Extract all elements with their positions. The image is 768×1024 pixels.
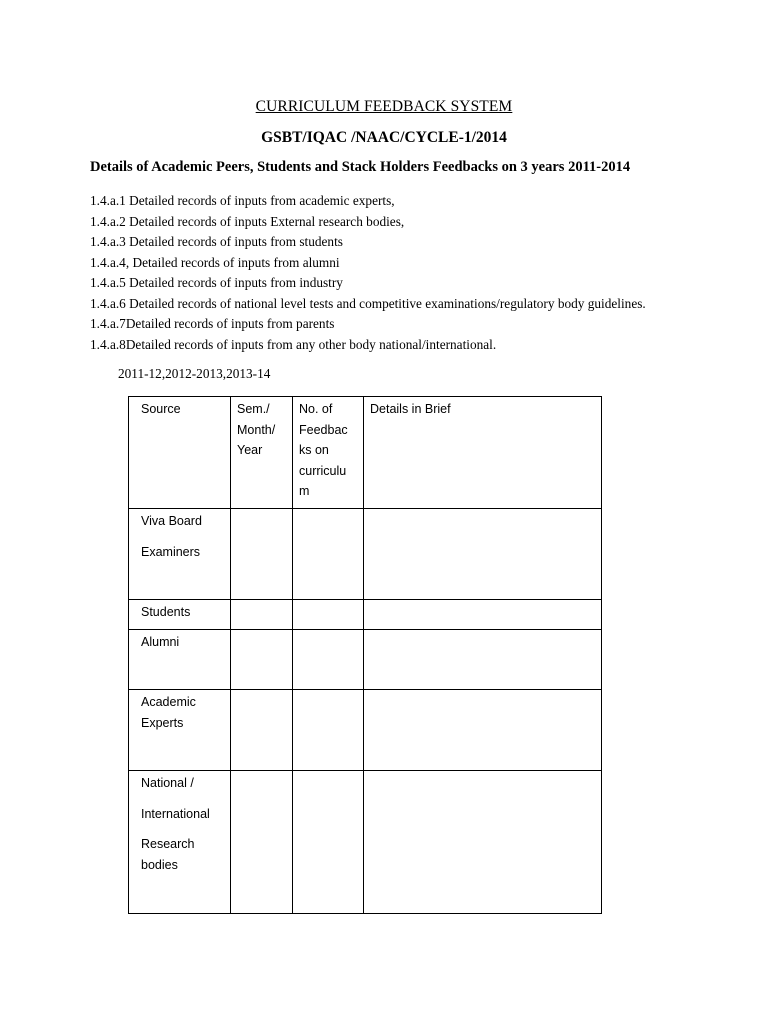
cell-details — [364, 600, 602, 630]
section-heading: Details of Academic Peers, Students and Stack Holders Feedbacks on 3 years 2011-2014 — [90, 159, 631, 175]
list-item: 1.4.a.5 Detailed records of inputs from industry — [90, 275, 343, 290]
cell-sem — [231, 600, 293, 630]
table-row — [129, 509, 602, 600]
cell-count — [293, 630, 364, 690]
cell-count — [293, 600, 364, 630]
list-item: 1.4.a.1 Detailed records of inputs from academic experts, — [90, 193, 395, 208]
document-title: CURRICULUM FEEDBACK SYSTEM — [255, 98, 513, 115]
header-feedback-count: No. of Feedbac ks on curriculu m — [293, 397, 364, 509]
cell-sem — [231, 509, 293, 600]
list-item: 1.4.a.2 Detailed records of inputs External research bodies, — [90, 213, 405, 229]
header-details: Details in Brief — [364, 397, 602, 509]
table-row — [129, 771, 602, 914]
header-sem-month-year: Sem./ Month/ Year — [231, 397, 293, 509]
cell-details — [364, 630, 602, 690]
table-header-row — [129, 397, 602, 509]
cell-sem — [231, 690, 293, 771]
table-row — [129, 690, 602, 771]
list-item: 1.4.a.7Detailed records of inputs from parents — [90, 316, 335, 331]
cell-count — [293, 509, 364, 600]
cell-details — [364, 509, 602, 600]
document-subtitle: GSBT/IQAC /NAAC/CYCLE-1/2014 — [261, 129, 507, 146]
row-source-students: Students — [129, 600, 231, 630]
header-source: Source — [129, 397, 231, 509]
criteria-list — [90, 191, 646, 355]
row-source-viva-board: Viva Board Examiners — [129, 509, 231, 600]
cell-details — [364, 771, 602, 914]
row-source-academic-experts: Academic Experts — [129, 690, 231, 771]
cell-sem — [231, 630, 293, 690]
table-row — [129, 600, 602, 630]
row-source-research-bodies: National / International Research bodies — [129, 771, 231, 914]
list-item: 1.4.a.4, Detailed records of inputs from alumni — [90, 254, 340, 270]
list-item: 1.4.a.6 Detailed records of national level tests and competitive examinations/regulatory body guidelines. — [90, 295, 646, 311]
feedback-table — [128, 396, 602, 914]
cell-count — [293, 690, 364, 771]
cell-details — [364, 690, 602, 771]
row-source-alumni: Alumni — [129, 630, 231, 690]
list-item: 1.4.a.8Detailed records of inputs from any other body national/international. — [90, 336, 497, 352]
cell-sem — [231, 771, 293, 914]
list-item: 1.4.a.3 Detailed records of inputs from students — [90, 234, 343, 249]
cell-count — [293, 771, 364, 914]
table-row — [129, 630, 602, 690]
academic-years: 2011-12,2012-2013,2013-14 — [118, 366, 271, 381]
